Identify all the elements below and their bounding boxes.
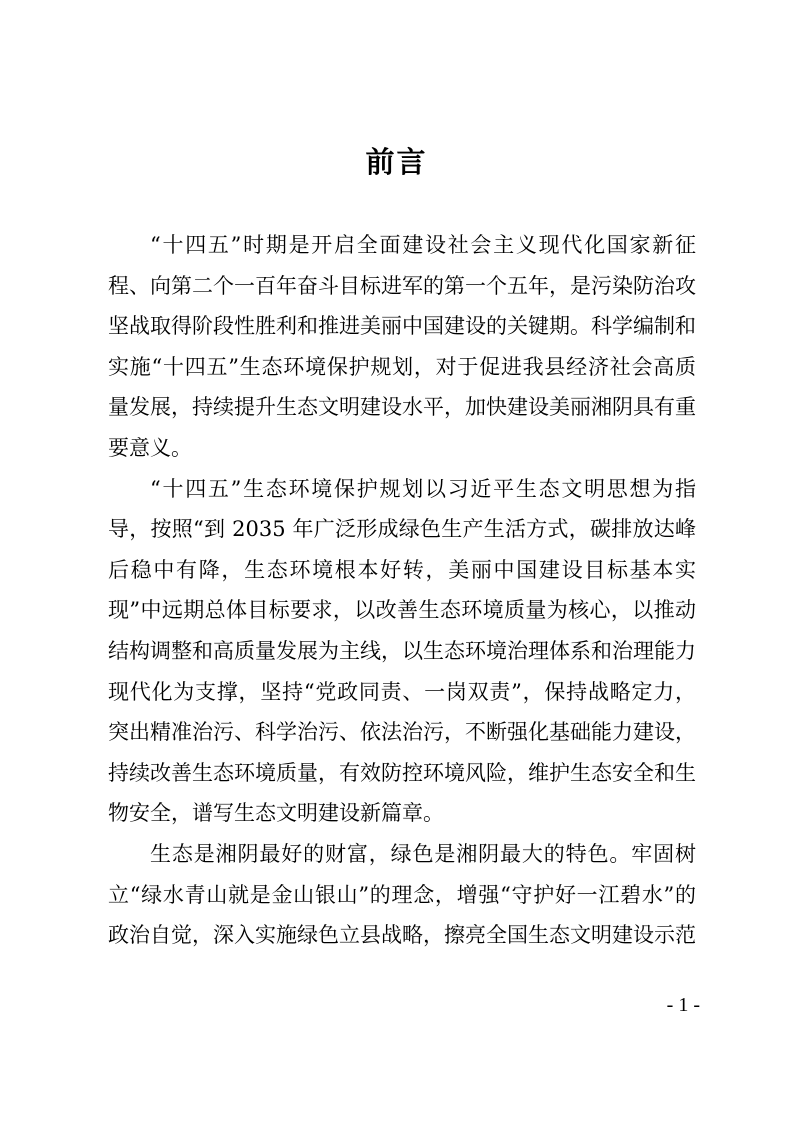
- page-title: 前言: [365, 145, 428, 179]
- paragraph-2: “十四五”生态环境保护规划以习近平生态文明思想为指导，按照“到 2035 年广泛形成绿色生产生活方式，碳排放达峰后稳中有降，生态环境根本好转，美丽中国建设目标基本实现”中远期总体目标要求，以改善生态环境质量为核心，以推动结构调整和高质量发展为主线，以生态环境治理体系和治理能力现代化为支撑，坚持“党政同责、一岗双责”，保持战略定力，突出精准治污、科学治污、依法治污，不断强化基础能力建设，持续改善生态环境质量，有效防控环境风险，维护生态安全和生物安全，谱写生态文明建设新篇章。: [108, 476, 696, 826]
- document-body: [108, 225, 696, 956]
- paragraph-3: 生态是湘阴最好的财富，绿色是湘阴最大的特色。牢固树立“绿水青山就是金山银山”的理念，增强“守护好一江碧水”的政治自觉，深入实施绿色立县战略，擦亮全国生态文明建设示范: [108, 841, 696, 948]
- page-number: - 1 -: [666, 994, 700, 1016]
- paragraph-1: “十四五”时期是开启全面建设社会主义现代化国家新征程、向第二个一百年奋斗目标进军的第一个五年，是污染防治攻坚战取得阶段性胜利和推进美丽中国建设的关键期。科学编制和实施“十四五”生态环境保护规划，对于促进我县经济社会高质量发展，持续提升生态文明建设水平，加快建设美丽湘阴具有重要意义。: [108, 233, 696, 460]
